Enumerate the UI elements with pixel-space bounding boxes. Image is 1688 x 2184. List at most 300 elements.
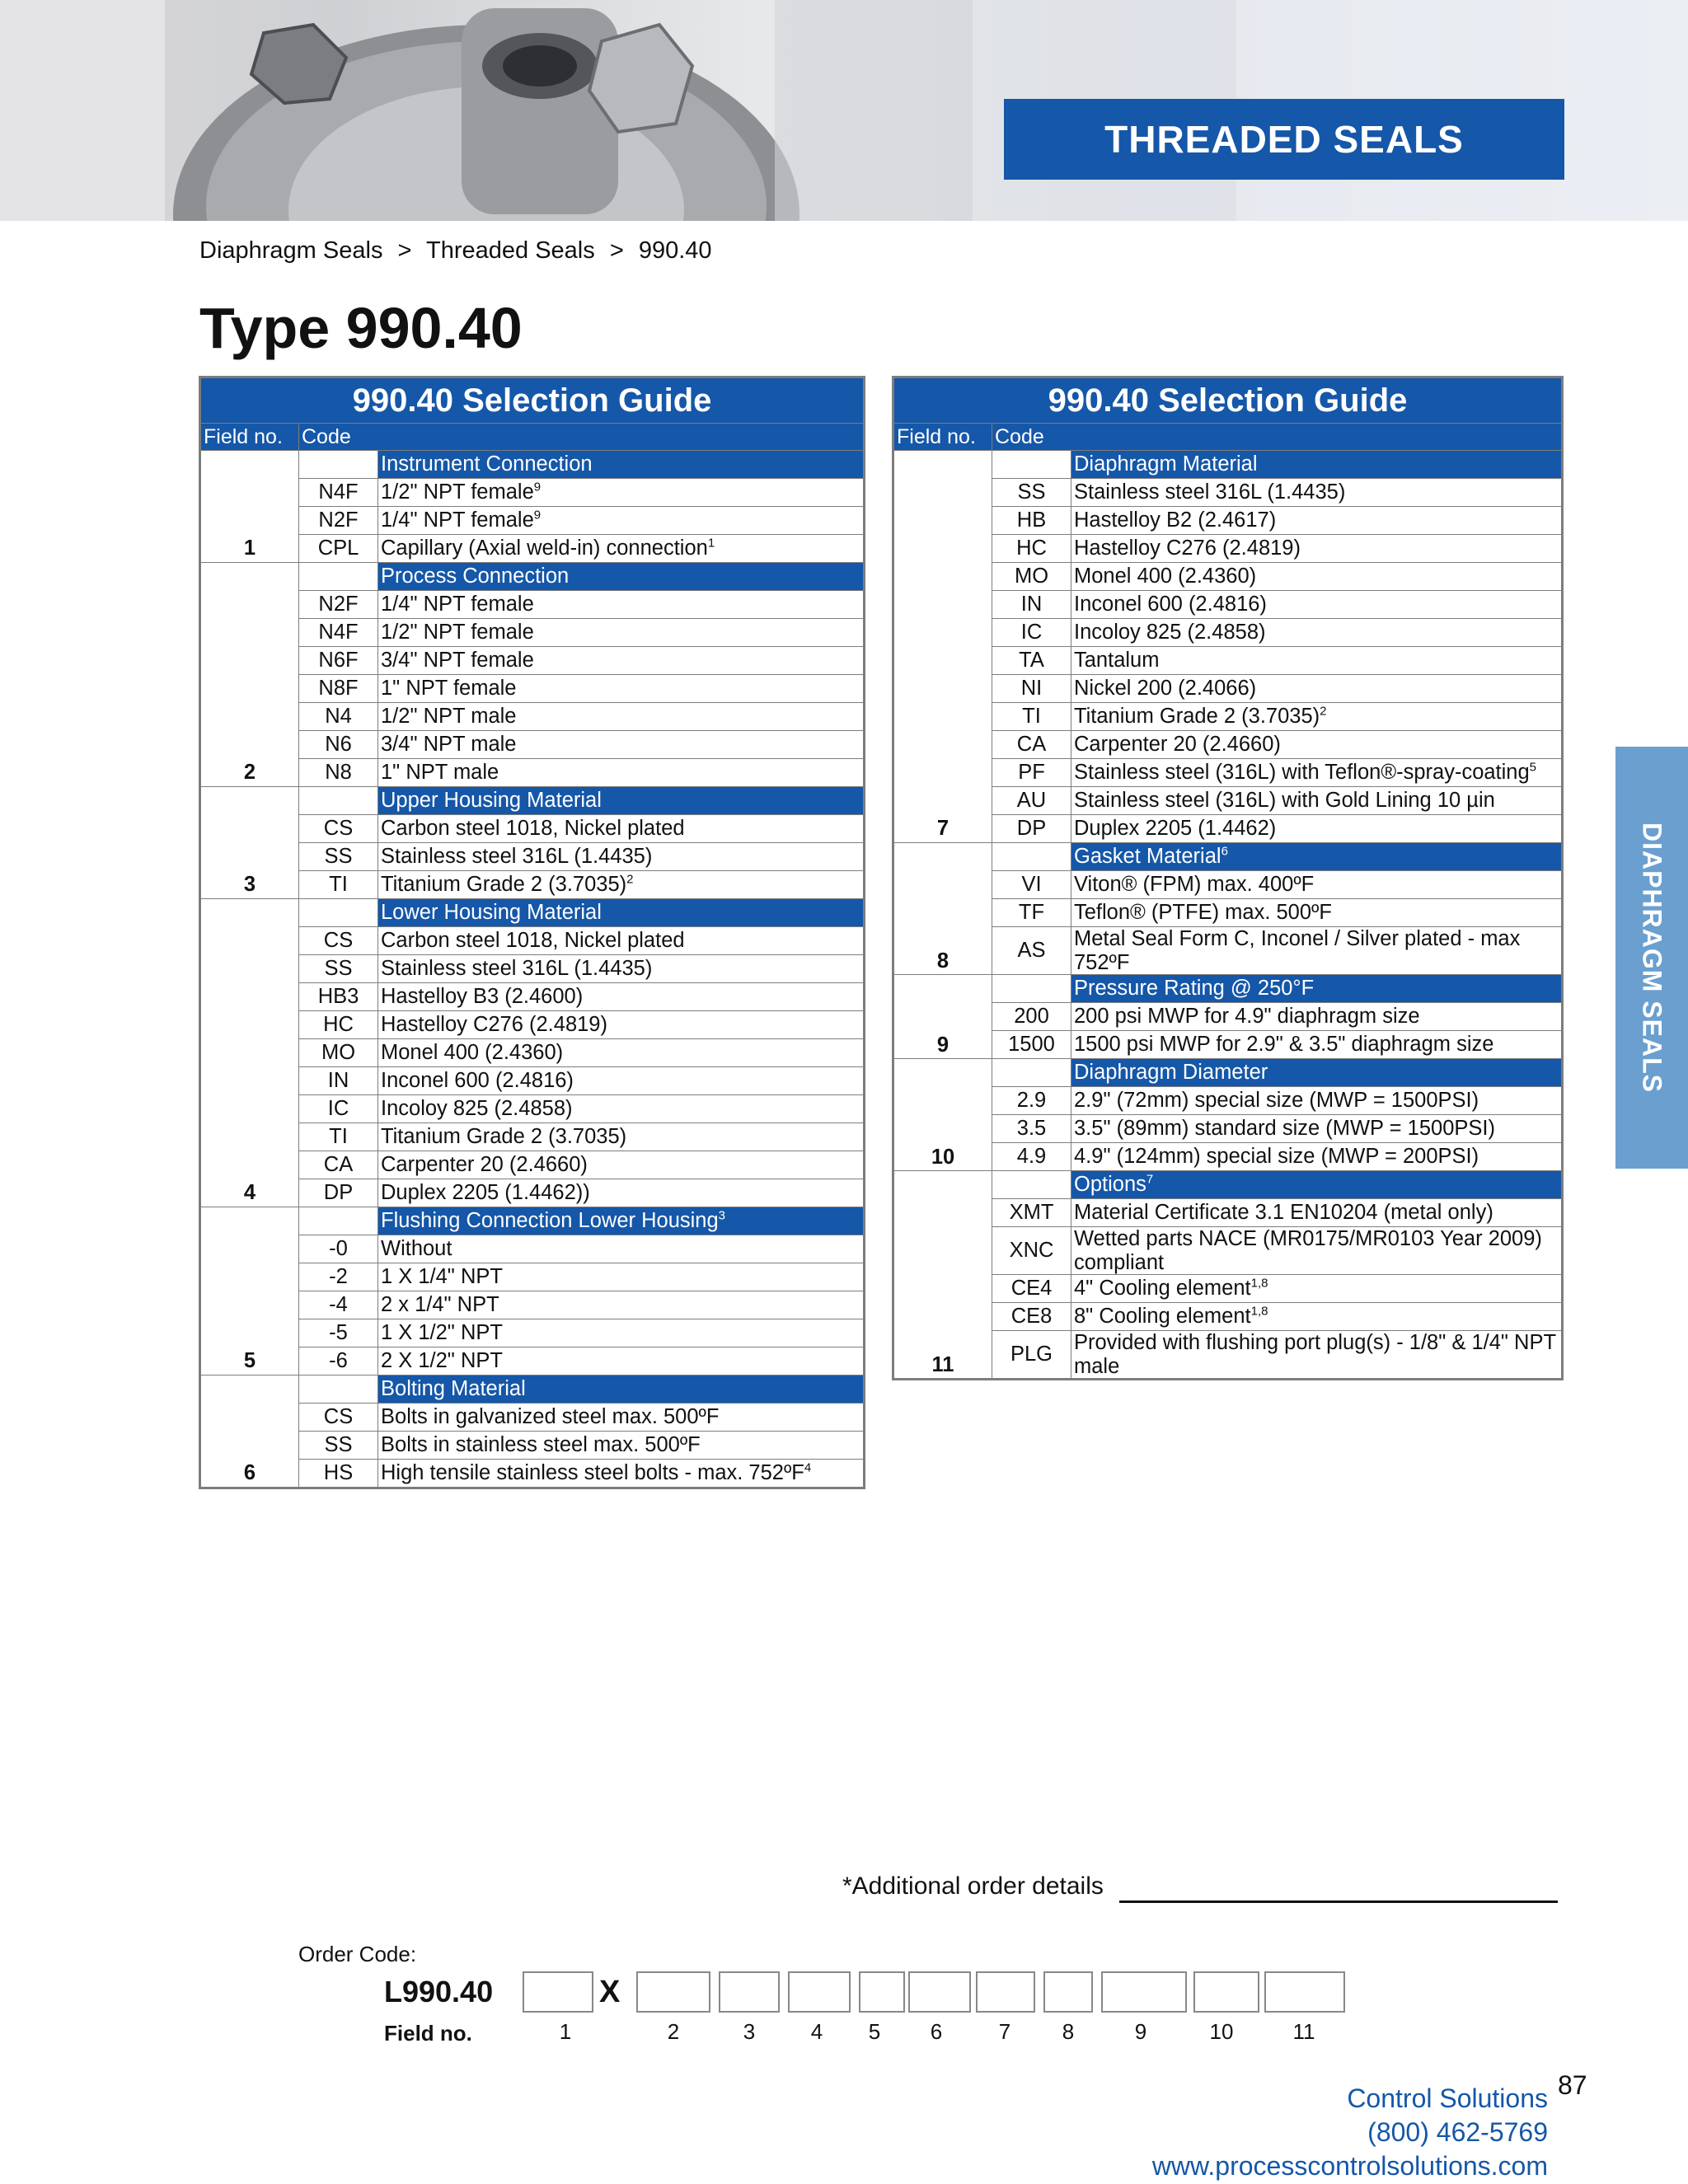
description-cell	[378, 1123, 865, 1151]
table-row	[200, 1039, 865, 1067]
field-number: 6	[930, 2019, 943, 2044]
table-row	[200, 1291, 865, 1319]
description-cell	[378, 1460, 865, 1488]
description-text: Inconel 600 (2.4816)	[381, 1069, 574, 1093]
description-cell	[1071, 871, 1563, 899]
table-row	[200, 1179, 865, 1207]
breadcrumb-item-diaphragm-seals[interactable]: Diaphragm Seals	[199, 237, 383, 264]
field-number: 9	[1134, 2019, 1147, 2044]
description-text: Capillary (Axial weld-in) connection	[381, 537, 708, 560]
field-number-cell: 1	[200, 451, 299, 563]
description-cell	[1071, 1143, 1563, 1171]
description-cell	[378, 843, 865, 871]
order-code-box-3[interactable]	[719, 1971, 780, 2013]
section-header-row	[200, 451, 865, 479]
table-row	[200, 703, 865, 731]
description-cell	[378, 507, 865, 535]
code-cell: -4	[299, 1291, 378, 1319]
table-row	[893, 1227, 1563, 1275]
code-cell: VI	[992, 871, 1071, 899]
description-text: Titanium Grade 2 (3.7035)	[1074, 705, 1320, 729]
description-cell	[378, 1263, 865, 1291]
section-label	[378, 787, 865, 815]
breadcrumb-item-threaded-seals[interactable]: Threaded Seals	[426, 237, 595, 264]
description-text: High tensile stainless steel bolts - max. 752ºF	[381, 1461, 804, 1485]
order-code-box-4[interactable]	[788, 1971, 851, 2013]
table-row	[200, 1235, 865, 1263]
side-tab[interactable]	[1615, 747, 1688, 1169]
order-code-box-11[interactable]	[1264, 1971, 1345, 2013]
table-row	[893, 647, 1563, 675]
table-row	[200, 1011, 865, 1039]
code-cell: CPL	[299, 535, 378, 563]
section-header-row	[893, 975, 1563, 1003]
description-cell	[378, 1179, 865, 1207]
code-cell: 4.9	[992, 1143, 1071, 1171]
description-text: Stainless steel (316L) with Gold Lining 10 µin	[1074, 789, 1495, 813]
description-text: Hastelloy C276 (2.4819)	[381, 1013, 607, 1037]
description-text: 4.9" (124mm) special size (MWP = 200PSI)	[1074, 1145, 1479, 1169]
section-header-row	[200, 899, 865, 927]
field-number-cell: 8	[893, 843, 992, 975]
field-number: 7	[998, 2019, 1011, 2044]
code-cell: MO	[299, 1039, 378, 1067]
table-row	[893, 1003, 1563, 1031]
code-cell: N6	[299, 731, 378, 759]
table-row	[893, 759, 1563, 787]
order-code-box-8[interactable]	[1043, 1971, 1093, 2013]
description-cell	[1071, 479, 1563, 507]
breadcrumb-separator: >	[609, 237, 624, 264]
table-row	[200, 1067, 865, 1095]
code-cell: IC	[992, 619, 1071, 647]
table-row	[893, 563, 1563, 591]
field-number: 8	[1062, 2019, 1075, 2044]
description-cell	[378, 535, 865, 563]
description-cell	[378, 703, 865, 731]
section-label-text: Upper Housing Material	[381, 789, 602, 813]
description-cell	[378, 1151, 865, 1179]
code-cell: -2	[299, 1263, 378, 1291]
description-text: Viton® (FPM) max. 400ºF	[1074, 873, 1315, 897]
description-text: 1/4" NPT female	[381, 593, 534, 616]
code-cell: SS	[299, 955, 378, 983]
table-row	[200, 1123, 865, 1151]
description-text: Stainless steel 316L (1.4435)	[381, 845, 653, 869]
section-label	[378, 1207, 865, 1235]
description-text: Teflon® (PTFE) max. 500ºF	[1074, 901, 1332, 925]
section-label	[1071, 843, 1563, 871]
description-text: Carbon steel 1018, Nickel plated	[381, 817, 685, 841]
description-text: 1/2" NPT female	[381, 480, 534, 504]
table-row	[200, 1095, 865, 1123]
order-code-box-2[interactable]	[636, 1971, 710, 2013]
side-tab-label: DIAPHRAGM SEALS	[1637, 823, 1667, 1093]
section-spacer	[992, 1171, 1071, 1199]
table-row	[893, 1115, 1563, 1143]
description-cell	[378, 1319, 865, 1347]
description-cell	[378, 815, 865, 843]
section-spacer	[299, 451, 378, 479]
breadcrumb	[199, 237, 720, 265]
description-text: Stainless steel 316L (1.4435)	[381, 957, 653, 981]
description-text: Wetted parts NACE (MR0175/MR0103 Year 2009) compliant	[1074, 1227, 1542, 1274]
description-text: 1" NPT female	[381, 677, 517, 701]
description-cell	[1071, 703, 1563, 731]
table-title: 990.40 Selection Guide	[200, 377, 865, 424]
code-cell: CA	[299, 1151, 378, 1179]
code-cell: PF	[992, 759, 1071, 787]
column-header-field: Field no.	[200, 424, 299, 451]
field-number-cell: 6	[200, 1376, 299, 1488]
description-cell	[1071, 647, 1563, 675]
table-row	[200, 675, 865, 703]
description-text: 2 X 1/2" NPT	[381, 1349, 503, 1373]
description-text: 1 X 1/2" NPT	[381, 1321, 503, 1345]
description-text: Tantalum	[1074, 649, 1160, 673]
footer-url[interactable]: www.processcontrolsolutions.com	[1151, 2151, 1548, 2181]
additional-order-details-label: *Additional order details	[842, 1872, 1104, 1900]
section-spacer	[299, 1376, 378, 1404]
table-row	[200, 591, 865, 619]
field-number: 2	[667, 2019, 680, 2044]
code-cell: CE4	[992, 1275, 1071, 1303]
table-row	[893, 1087, 1563, 1115]
code-cell: CS	[299, 815, 378, 843]
description-text: Hastelloy C276 (2.4819)	[1074, 537, 1301, 560]
code-cell: NI	[992, 675, 1071, 703]
description-cell	[1071, 1227, 1563, 1275]
description-cell	[1071, 759, 1563, 787]
description-text: Nickel 200 (2.4066)	[1074, 677, 1257, 701]
footer-phone: (800) 462-5769	[1367, 2117, 1548, 2147]
breadcrumb-item-current: 990.40	[638, 237, 712, 264]
description-text: Titanium Grade 2 (3.7035)	[381, 873, 627, 897]
section-header-row	[893, 451, 1563, 479]
code-cell: 1500	[992, 1031, 1071, 1059]
field-number-cell: 11	[893, 1171, 992, 1380]
section-label-text: Process Connection	[381, 565, 570, 588]
order-code-box-5[interactable]	[859, 1971, 905, 2013]
code-cell: CA	[992, 731, 1071, 759]
table-row	[893, 731, 1563, 759]
table-row	[893, 1143, 1563, 1171]
table-row	[893, 1303, 1563, 1331]
description-cell	[378, 759, 865, 787]
field-number-cell: 7	[893, 451, 992, 843]
footnote-ref: 1,8	[1250, 1304, 1268, 1319]
code-cell: PLG	[992, 1331, 1071, 1380]
description-cell	[1071, 535, 1563, 563]
table-row	[200, 731, 865, 759]
description-cell	[1071, 787, 1563, 815]
description-cell	[378, 1011, 865, 1039]
description-cell	[1071, 1115, 1563, 1143]
table-row	[893, 927, 1563, 975]
description-text: Carpenter 20 (2.4660)	[381, 1153, 588, 1177]
code-cell: IN	[992, 591, 1071, 619]
description-cell	[378, 1067, 865, 1095]
description-text: 1/2" NPT female	[381, 621, 534, 644]
table-row	[893, 1275, 1563, 1303]
order-code-model: L990.40	[384, 1975, 494, 2008]
table-row	[200, 1404, 865, 1432]
description-text: 3/4" NPT female	[381, 649, 534, 673]
description-cell	[378, 1347, 865, 1376]
order-code-box-7[interactable]	[976, 1971, 1035, 2013]
code-cell: N4F	[299, 479, 378, 507]
section-spacer	[992, 843, 1071, 871]
description-text: 1" NPT male	[381, 761, 499, 785]
field-number: 1	[559, 2019, 572, 2044]
description-cell	[378, 675, 865, 703]
footer-contact	[1152, 2082, 1548, 2183]
field-number: 4	[810, 2019, 823, 2044]
table-row	[893, 871, 1563, 899]
description-text: Duplex 2205 (1.4462))	[381, 1181, 590, 1205]
code-cell: SS	[992, 479, 1071, 507]
code-cell: SS	[299, 843, 378, 871]
description-text: 1/4" NPT female	[381, 509, 534, 532]
description-text: Titanium Grade 2 (3.7035)	[381, 1125, 627, 1149]
section-label-text: Flushing Connection Lower Housing	[381, 1209, 719, 1233]
description-cell	[378, 955, 865, 983]
description-text: Inconel 600 (2.4816)	[1074, 593, 1267, 616]
section-header-row	[893, 843, 1563, 871]
table-row	[200, 843, 865, 871]
section-label	[1071, 1059, 1563, 1087]
section-label	[1071, 1171, 1563, 1199]
description-text: Bolts in stainless steel max. 500ºF	[381, 1433, 701, 1457]
description-cell	[1071, 1331, 1563, 1380]
code-cell: XNC	[992, 1227, 1071, 1275]
code-cell: TI	[299, 1123, 378, 1151]
description-cell	[1071, 927, 1563, 975]
code-cell: -6	[299, 1347, 378, 1376]
table-row	[893, 479, 1563, 507]
description-cell	[378, 1039, 865, 1067]
footnote-ref: 5	[1529, 760, 1537, 775]
table-row	[200, 1347, 865, 1376]
table-row	[893, 815, 1563, 843]
description-cell	[378, 1291, 865, 1319]
description-text: Carpenter 20 (2.4660)	[1074, 733, 1281, 757]
description-cell	[1071, 1303, 1563, 1331]
table-row	[200, 955, 865, 983]
order-code-separator: X	[599, 1975, 621, 2009]
section-label	[378, 899, 865, 927]
description-text: 2.9" (72mm) special size (MWP = 1500PSI)	[1074, 1089, 1479, 1113]
code-cell: CS	[299, 927, 378, 955]
field-number: 3	[743, 2019, 756, 2044]
description-cell	[1071, 1031, 1563, 1059]
footnote-ref: 9	[533, 480, 542, 494]
description-cell	[1071, 899, 1563, 927]
code-cell: TI	[992, 703, 1071, 731]
code-cell: DP	[992, 815, 1071, 843]
table-row	[893, 787, 1563, 815]
section-header-row	[200, 563, 865, 591]
code-cell: 200	[992, 1003, 1071, 1031]
description-cell	[378, 1404, 865, 1432]
code-cell: HC	[992, 535, 1071, 563]
code-cell: N6F	[299, 647, 378, 675]
order-code-box-1[interactable]	[523, 1971, 593, 2013]
field-number-cell: 9	[893, 975, 992, 1059]
description-cell	[1071, 815, 1563, 843]
section-spacer	[299, 787, 378, 815]
description-cell	[378, 1432, 865, 1460]
description-text: Incoloy 825 (2.4858)	[1074, 621, 1266, 644]
code-cell: -5	[299, 1319, 378, 1347]
order-code-box-10[interactable]	[1193, 1971, 1259, 2013]
table-row	[893, 535, 1563, 563]
order-code-box-9[interactable]	[1101, 1971, 1187, 2013]
field-number-label: Field no.	[384, 2021, 472, 2046]
description-text: Monel 400 (2.4360)	[381, 1041, 564, 1065]
code-cell: TF	[992, 899, 1071, 927]
footnote-ref: 2	[626, 872, 634, 887]
breadcrumb-separator: >	[397, 237, 412, 264]
section-label-text: Instrument Connection	[381, 452, 593, 476]
code-cell: HB3	[299, 983, 378, 1011]
code-cell: HB	[992, 507, 1071, 535]
field-number-cell: 5	[200, 1207, 299, 1376]
description-text: 1/2" NPT male	[381, 705, 517, 729]
description-text: 3/4" NPT male	[381, 733, 517, 757]
description-text: Duplex 2205 (1.4462)	[1074, 817, 1277, 841]
header-banner	[0, 0, 1688, 221]
code-cell: SS	[299, 1432, 378, 1460]
additional-order-details-field[interactable]	[1119, 1900, 1558, 1903]
table-row	[893, 1199, 1563, 1227]
code-cell: HS	[299, 1460, 378, 1488]
table-row	[893, 591, 1563, 619]
description-text: 4" Cooling element	[1074, 1277, 1251, 1301]
code-cell: CS	[299, 1404, 378, 1432]
description-cell	[1071, 563, 1563, 591]
section-label-text: Gasket Material	[1074, 845, 1221, 869]
description-cell	[378, 1235, 865, 1263]
section-label	[378, 563, 865, 591]
description-cell	[1071, 591, 1563, 619]
code-cell: TI	[299, 871, 378, 899]
section-spacer	[299, 1207, 378, 1235]
section-label-text: Bolting Material	[381, 1377, 526, 1401]
selection-guide-table-right	[892, 376, 1564, 1380]
description-text: Hastelloy B3 (2.4600)	[381, 985, 584, 1009]
page-title: Type 990.40	[199, 296, 523, 360]
table-row	[893, 703, 1563, 731]
order-code-box-6[interactable]	[908, 1971, 971, 2013]
footnote-ref: 4	[804, 1460, 812, 1475]
code-cell: N4F	[299, 619, 378, 647]
table-row	[200, 1319, 865, 1347]
description-cell	[1071, 1275, 1563, 1303]
code-cell: CE8	[992, 1303, 1071, 1331]
description-cell	[1071, 1199, 1563, 1227]
description-text: 2 x 1/4" NPT	[381, 1293, 499, 1317]
code-cell: HC	[299, 1011, 378, 1039]
description-cell	[1071, 619, 1563, 647]
section-header-row	[200, 1207, 865, 1235]
section-label-text: Lower Housing Material	[381, 901, 602, 925]
section-spacer	[299, 563, 378, 591]
column-header-code: Code	[299, 424, 865, 451]
description-cell	[378, 619, 865, 647]
description-text: Stainless steel 316L (1.4435)	[1074, 480, 1346, 504]
table-row	[893, 675, 1563, 703]
code-cell: 3.5	[992, 1115, 1071, 1143]
description-cell	[378, 647, 865, 675]
banner-title: THREADED SEALS	[1004, 99, 1564, 180]
table-row	[200, 1151, 865, 1179]
section-spacer	[992, 1059, 1071, 1087]
code-cell: IN	[299, 1067, 378, 1095]
description-text: Provided with flushing port plug(s) - 1/8" & 1/4" NPT male	[1074, 1331, 1556, 1378]
table-row	[200, 927, 865, 955]
description-cell	[1071, 675, 1563, 703]
table-row	[200, 871, 865, 899]
description-cell	[378, 927, 865, 955]
table-row	[200, 759, 865, 787]
description-cell	[378, 479, 865, 507]
description-text: Without	[381, 1237, 452, 1261]
description-cell	[378, 1095, 865, 1123]
field-number-cell: 10	[893, 1059, 992, 1171]
code-cell: TA	[992, 647, 1071, 675]
field-number: 5	[868, 2019, 881, 2044]
description-text: 8" Cooling element	[1074, 1305, 1251, 1329]
section-label	[378, 451, 865, 479]
table-row	[200, 647, 865, 675]
description-text: Monel 400 (2.4360)	[1074, 565, 1257, 588]
table-row	[200, 815, 865, 843]
description-cell	[1071, 1003, 1563, 1031]
field-number-cell: 3	[200, 787, 299, 899]
description-cell	[378, 983, 865, 1011]
section-label-text: Diaphragm Material	[1074, 452, 1258, 476]
description-text: Hastelloy B2 (2.4617)	[1074, 509, 1277, 532]
footnote-ref: 1,8	[1250, 1276, 1268, 1291]
description-text: 1 X 1/4" NPT	[381, 1265, 503, 1289]
order-code-label: Order Code:	[298, 1942, 417, 1966]
code-cell: N4	[299, 703, 378, 731]
footnote-ref: 6	[1221, 844, 1228, 859]
table-row	[200, 983, 865, 1011]
table-row	[893, 507, 1563, 535]
description-cell	[378, 871, 865, 899]
section-header-row	[893, 1171, 1563, 1199]
section-label	[1071, 451, 1563, 479]
code-cell: N8	[299, 759, 378, 787]
page-number: 87	[1558, 2070, 1587, 2100]
code-cell: AU	[992, 787, 1071, 815]
table-row	[893, 899, 1563, 927]
footnote-ref: 9	[533, 508, 542, 523]
table-row	[200, 1432, 865, 1460]
section-label-text: Options	[1074, 1173, 1146, 1197]
section-spacer	[992, 451, 1071, 479]
column-header-field: Field no.	[893, 424, 992, 451]
table-title: 990.40 Selection Guide	[893, 377, 1563, 424]
code-cell: IC	[299, 1095, 378, 1123]
code-cell: XMT	[992, 1199, 1071, 1227]
description-cell	[1071, 1087, 1563, 1115]
code-cell: -0	[299, 1235, 378, 1263]
code-cell: DP	[299, 1179, 378, 1207]
description-text: Stainless steel (316L) with Teflon®-spray-coating	[1074, 761, 1530, 785]
